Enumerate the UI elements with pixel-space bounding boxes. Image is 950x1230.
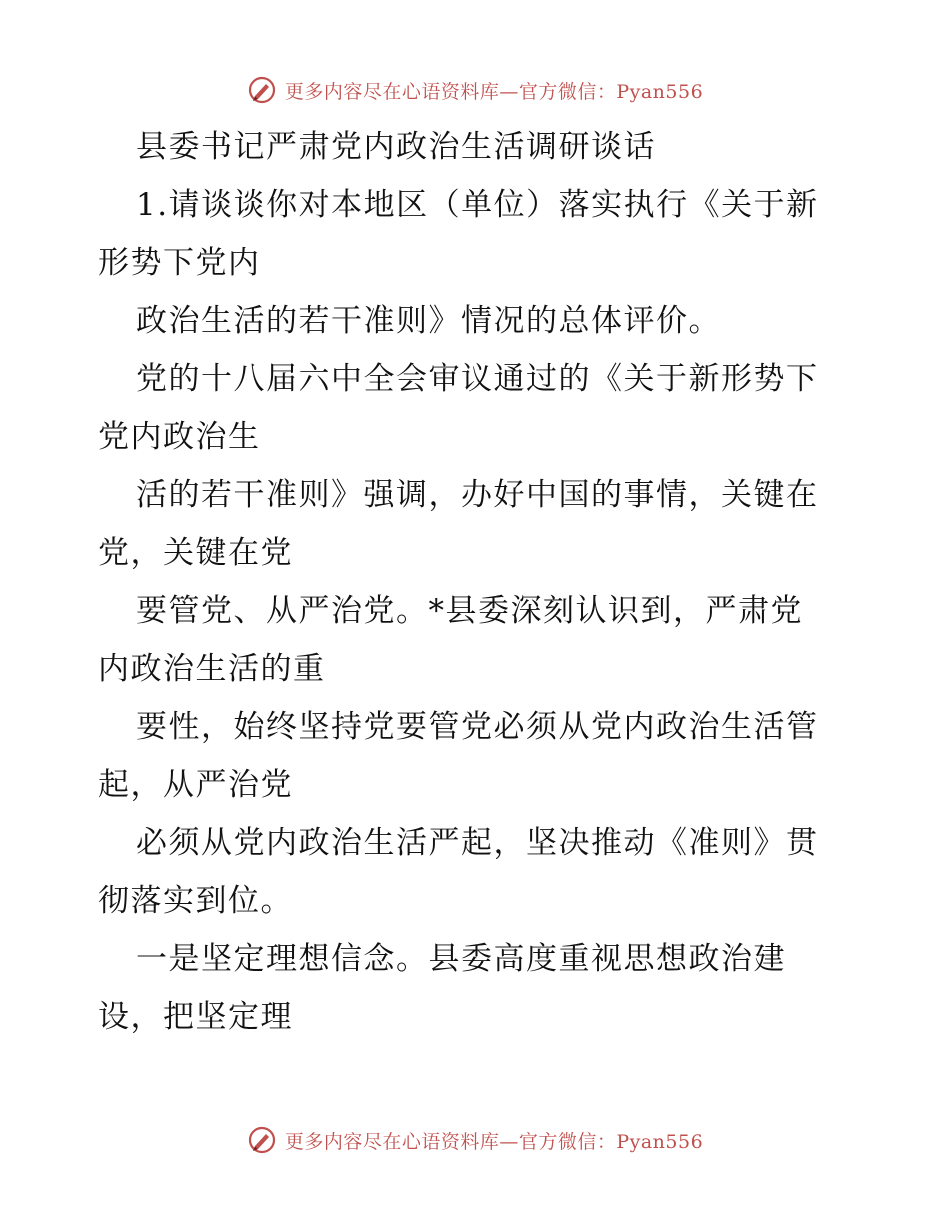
text-line: 设，把坚定理 (98, 999, 293, 1035)
text-line: 要管党、从严治党。*县委深刻认识到，严肃党 (136, 593, 803, 629)
text-line: 彻落实到位。 (98, 883, 293, 919)
watermark-text: 更多内容尽在心语资料库—官方微信：Pyan556 (284, 1130, 704, 1153)
text-line: 内政治生活的重 (98, 651, 326, 687)
text-line: 政治生活的若干准则》情况的总体评价。 (136, 303, 721, 339)
footer-watermark (0, 1120, 950, 1160)
text-line: 要性，始终坚持党要管党必须从党内政治生活管 (136, 709, 819, 745)
pen-logo-icon (247, 75, 277, 105)
text-line: 党的十八届六中全会审议通过的《关于新形势下 (136, 361, 819, 397)
text-line: 党，关键在党 (98, 535, 293, 571)
text-line: 活的若干准则》强调，办好中国的事情，关键在 (136, 477, 819, 513)
text-line: 党内政治生 (98, 419, 261, 455)
watermark-text: 更多内容尽在心语资料库—官方微信：Pyan556 (284, 80, 704, 103)
text-line: 形势下党内 (98, 245, 261, 281)
pen-logo-icon (247, 1125, 277, 1155)
document-body (98, 118, 858, 1046)
text-line: 一是坚定理想信念。县委高度重视思想政治建 (136, 941, 786, 977)
text-line: 起，从严治党 (98, 767, 293, 803)
text-line: 必须从党内政治生活严起，坚决推动《准则》贯 (136, 825, 819, 861)
text-line: 县委书记严肃党内政治生活调研谈话 (136, 129, 656, 165)
text-line: 1.请谈谈你对本地区（单位）落实执行《关于新 (136, 187, 819, 223)
header-watermark (0, 70, 950, 110)
